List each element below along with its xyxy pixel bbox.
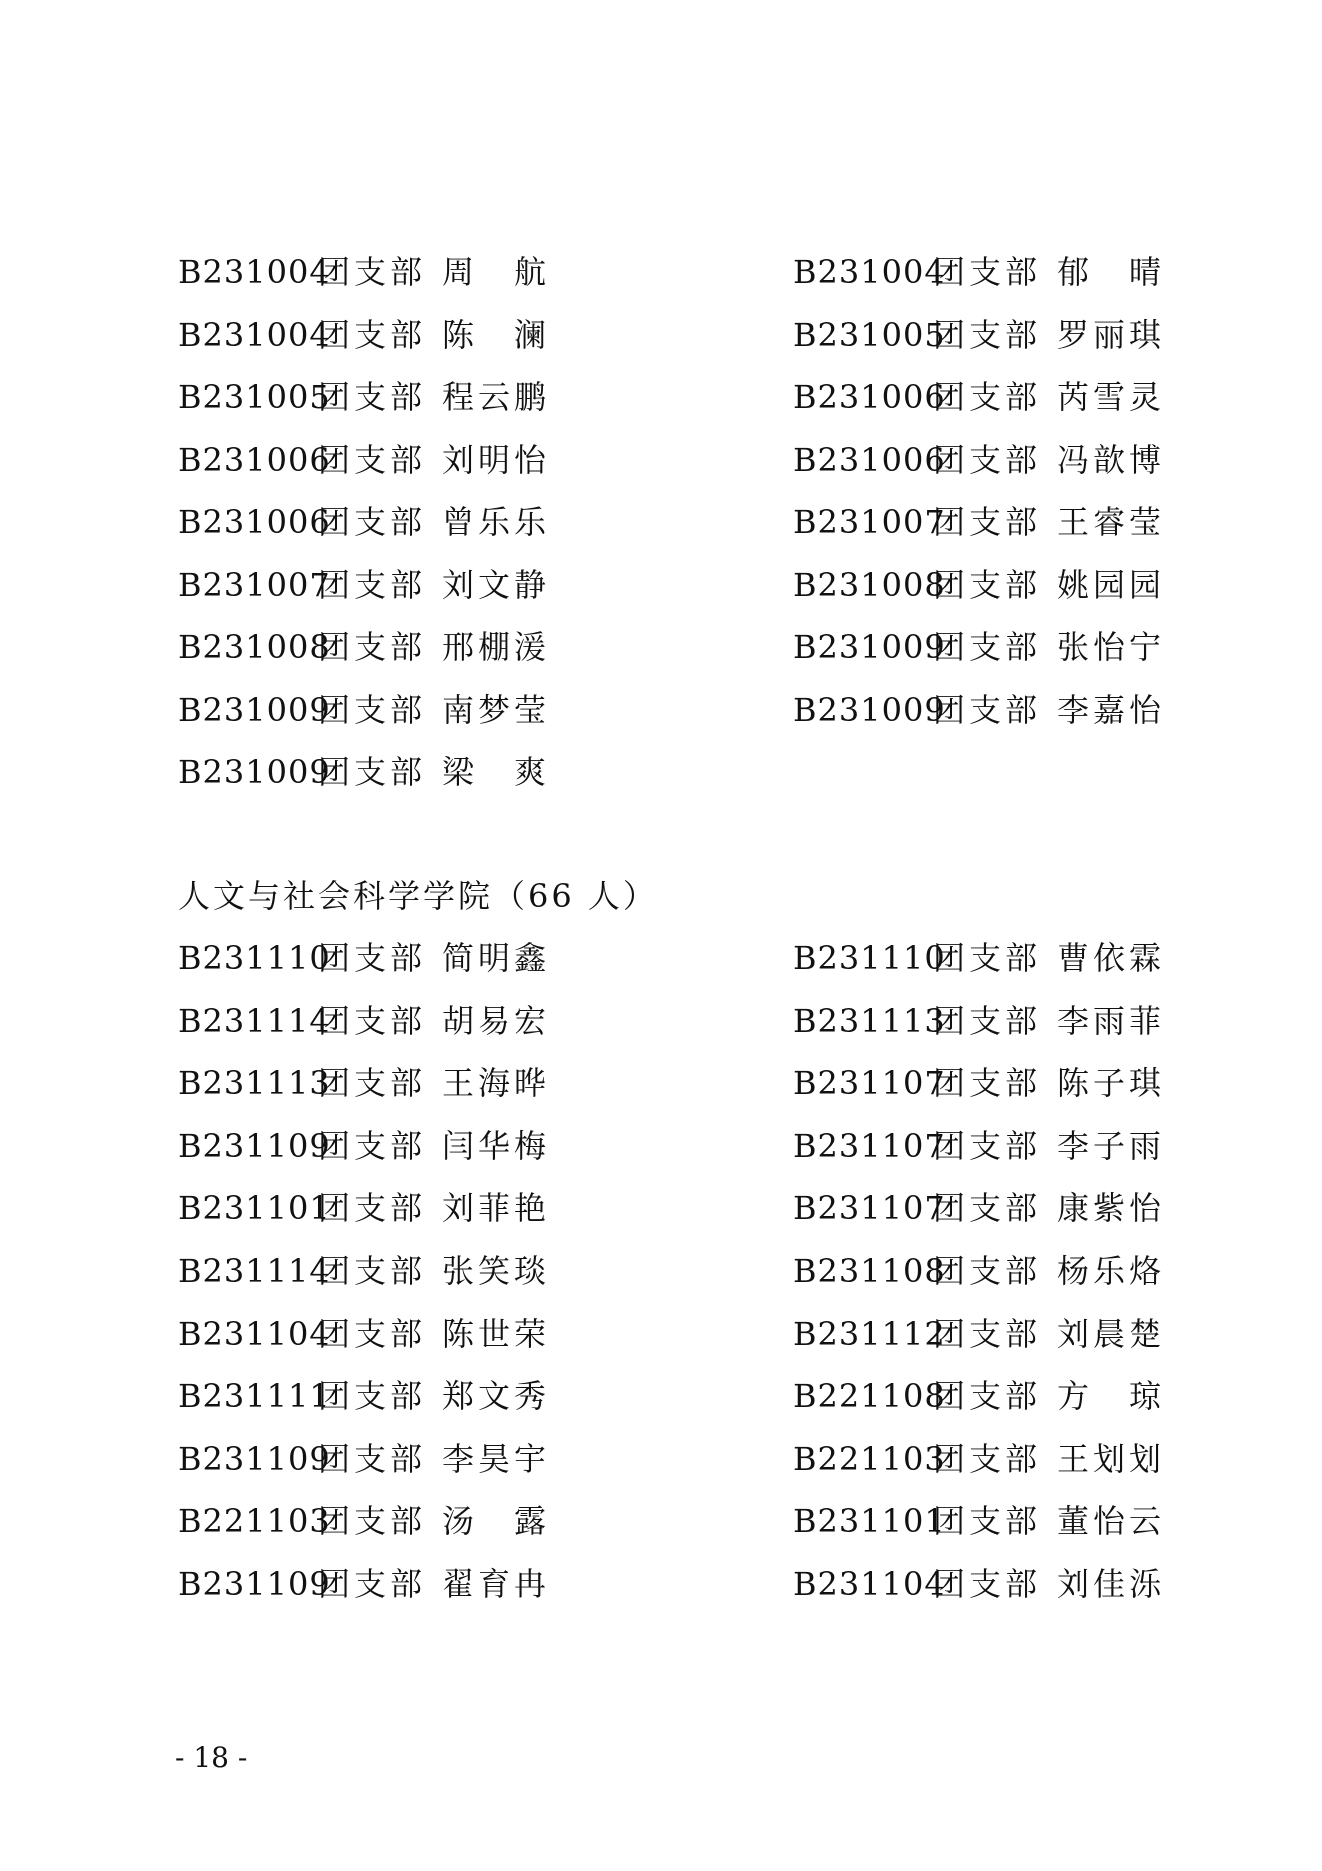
branch-code: B231107 bbox=[793, 1064, 946, 1103]
member-name: 方 琼 bbox=[1057, 1377, 1166, 1416]
branch-code: B231009 bbox=[178, 690, 331, 729]
member-name: 陈世荣 bbox=[442, 1314, 551, 1353]
branch-label: 团支部 bbox=[318, 253, 427, 291]
branch-code: B231101 bbox=[793, 1502, 946, 1541]
member-entry bbox=[793, 1001, 1165, 1041]
member-name: 董怡云 bbox=[1057, 1502, 1166, 1541]
branch-label: 团支部 bbox=[933, 1126, 1042, 1165]
member-entry bbox=[793, 1188, 1165, 1228]
branch-code: B231107 bbox=[793, 1189, 946, 1228]
branch-code: B221103 bbox=[793, 1439, 946, 1478]
branch-label: 团支部 bbox=[318, 315, 427, 354]
member-entry bbox=[793, 627, 1165, 667]
member-entry bbox=[178, 1126, 550, 1166]
member-entry bbox=[793, 1126, 1165, 1166]
branch-label: 团支部 bbox=[933, 939, 1042, 977]
member-entry bbox=[178, 1439, 550, 1479]
branch-code: B231107 bbox=[793, 1126, 946, 1165]
member-entry bbox=[178, 440, 550, 480]
member-entry bbox=[793, 1376, 1165, 1416]
member-name: 康紫怡 bbox=[1057, 1189, 1166, 1228]
member-entry bbox=[178, 1251, 550, 1291]
branch-label: 团支部 bbox=[933, 1377, 1042, 1416]
branch-code: B231104 bbox=[793, 1565, 946, 1603]
branch-code: B231005 bbox=[793, 315, 946, 354]
branch-label: 团支部 bbox=[933, 1314, 1042, 1353]
branch-label: 团支部 bbox=[318, 1565, 427, 1603]
member-name: 曹依霖 bbox=[1057, 939, 1166, 977]
member-entry bbox=[178, 502, 550, 542]
member-name: 罗丽琪 bbox=[1057, 315, 1166, 354]
member-entry bbox=[793, 565, 1165, 605]
branch-code: B231006 bbox=[178, 503, 331, 541]
member-name: 周 航 bbox=[442, 253, 551, 291]
branch-code: B231005 bbox=[178, 378, 331, 416]
branch-code: B231007 bbox=[178, 565, 331, 604]
member-name: 芮雪灵 bbox=[1057, 378, 1166, 416]
member-entry bbox=[793, 1501, 1165, 1541]
branch-code: B231009 bbox=[178, 753, 331, 791]
branch-code: B231104 bbox=[178, 1314, 331, 1353]
branch-code: B231113 bbox=[178, 1064, 331, 1103]
branch-label: 团支部 bbox=[933, 1565, 1042, 1603]
member-entry bbox=[793, 1251, 1165, 1291]
branch-code: B231006 bbox=[793, 440, 946, 479]
branch-code: B231009 bbox=[793, 690, 946, 729]
branch-label: 团支部 bbox=[318, 753, 427, 791]
member-name: 邢棚湲 bbox=[442, 628, 551, 666]
branch-code: B231109 bbox=[178, 1126, 331, 1165]
branch-label: 团支部 bbox=[318, 1439, 427, 1478]
branch-label: 团支部 bbox=[318, 690, 427, 729]
branch-code: B231007 bbox=[793, 503, 946, 541]
branch-label: 团支部 bbox=[933, 378, 1042, 416]
branch-code: B231008 bbox=[178, 628, 331, 666]
member-entry bbox=[793, 1439, 1165, 1479]
branch-label: 团支部 bbox=[318, 1126, 427, 1165]
member-entry bbox=[178, 627, 550, 667]
member-name: 王划划 bbox=[1057, 1439, 1166, 1478]
branch-label: 团支部 bbox=[318, 503, 427, 541]
branch-code: B231110 bbox=[178, 939, 331, 977]
member-entry bbox=[793, 502, 1165, 542]
member-entry bbox=[793, 690, 1165, 730]
member-name: 刘晨楚 bbox=[1057, 1314, 1166, 1353]
member-name: 翟育冉 bbox=[442, 1565, 551, 1603]
branch-label: 团支部 bbox=[933, 1001, 1042, 1040]
branch-code: B231112 bbox=[793, 1314, 946, 1353]
branch-code: B231110 bbox=[793, 939, 946, 977]
branch-code: B221103 bbox=[178, 1502, 331, 1541]
member-entry bbox=[178, 1376, 550, 1416]
branch-label: 团支部 bbox=[933, 690, 1042, 729]
member-name: 汤 露 bbox=[442, 1502, 551, 1541]
branch-label: 团支部 bbox=[318, 440, 427, 479]
member-entry bbox=[178, 1188, 550, 1228]
branch-label: 团支部 bbox=[318, 378, 427, 416]
member-name: 梁 爽 bbox=[442, 753, 551, 791]
branch-code: B231006 bbox=[793, 378, 946, 416]
member-entry bbox=[178, 1314, 550, 1354]
member-name: 李嘉怡 bbox=[1057, 690, 1166, 729]
branch-label: 团支部 bbox=[318, 1377, 427, 1416]
branch-code: B231006 bbox=[178, 440, 331, 479]
section-title: 人文与社会科学学院（66 人） bbox=[178, 877, 658, 915]
member-name: 杨乐烙 bbox=[1057, 1252, 1166, 1290]
member-name: 冯歆博 bbox=[1057, 440, 1166, 479]
page-number: - 18 - bbox=[175, 1741, 248, 1774]
branch-label: 团支部 bbox=[318, 565, 427, 604]
member-entry bbox=[178, 1564, 550, 1604]
member-name: 郁 晴 bbox=[1057, 253, 1166, 291]
member-name: 简明鑫 bbox=[442, 939, 551, 977]
branch-code: B231008 bbox=[793, 565, 946, 604]
branch-label: 团支部 bbox=[933, 565, 1042, 604]
branch-label: 团支部 bbox=[318, 1314, 427, 1353]
member-name: 李雨菲 bbox=[1057, 1001, 1166, 1040]
member-entry bbox=[178, 377, 550, 417]
branch-label: 团支部 bbox=[933, 440, 1042, 479]
member-entry bbox=[178, 1501, 550, 1541]
branch-code: B231108 bbox=[793, 1252, 946, 1290]
member-entry bbox=[793, 1564, 1165, 1604]
member-name: 李子雨 bbox=[1057, 1126, 1166, 1165]
branch-code: B231004 bbox=[793, 253, 946, 291]
branch-label: 团支部 bbox=[318, 1189, 427, 1228]
branch-label: 团支部 bbox=[318, 1001, 427, 1040]
branch-code: B231004 bbox=[178, 253, 331, 291]
member-name: 李昊宇 bbox=[442, 1439, 551, 1478]
branch-code: B231009 bbox=[793, 628, 946, 666]
branch-label: 团支部 bbox=[933, 1189, 1042, 1228]
member-entry bbox=[793, 440, 1165, 480]
member-entry bbox=[178, 315, 550, 355]
member-entry bbox=[178, 565, 550, 605]
member-entry bbox=[178, 938, 550, 978]
branch-label: 团支部 bbox=[318, 1252, 427, 1290]
member-entry bbox=[793, 252, 1165, 292]
branch-label: 团支部 bbox=[318, 939, 427, 977]
branch-code: B231114 bbox=[178, 1001, 331, 1040]
member-entry bbox=[178, 252, 550, 292]
member-entry bbox=[178, 752, 550, 792]
branch-label: 团支部 bbox=[933, 1502, 1042, 1541]
branch-label: 团支部 bbox=[933, 1064, 1042, 1103]
member-entry bbox=[793, 938, 1165, 978]
branch-code: B231114 bbox=[178, 1252, 331, 1290]
member-name: 张笑琰 bbox=[442, 1252, 551, 1290]
branch-code: B231004 bbox=[178, 315, 331, 354]
branch-label: 团支部 bbox=[933, 628, 1042, 666]
member-name: 刘明怡 bbox=[442, 440, 551, 479]
member-name: 陈子琪 bbox=[1057, 1064, 1166, 1103]
branch-label: 团支部 bbox=[933, 503, 1042, 541]
member-name: 闫华梅 bbox=[442, 1126, 551, 1165]
member-name: 程云鹏 bbox=[442, 378, 551, 416]
branch-label: 团支部 bbox=[318, 628, 427, 666]
member-name: 王睿莹 bbox=[1057, 503, 1166, 541]
branch-code: B231109 bbox=[178, 1439, 331, 1478]
branch-label: 团支部 bbox=[933, 1252, 1042, 1290]
member-name: 王海晔 bbox=[442, 1064, 551, 1103]
branch-label: 团支部 bbox=[933, 1439, 1042, 1478]
member-name: 刘文静 bbox=[442, 565, 551, 604]
branch-code: B231111 bbox=[178, 1377, 331, 1416]
branch-label: 团支部 bbox=[318, 1502, 427, 1541]
branch-label: 团支部 bbox=[318, 1064, 427, 1103]
member-entry bbox=[793, 1314, 1165, 1354]
branch-label: 团支部 bbox=[933, 315, 1042, 354]
member-name: 张怡宁 bbox=[1057, 628, 1166, 666]
member-name: 曾乐乐 bbox=[442, 503, 551, 541]
member-entry bbox=[793, 315, 1165, 355]
member-name: 郑文秀 bbox=[442, 1377, 551, 1416]
member-entry bbox=[793, 377, 1165, 417]
member-entry bbox=[178, 690, 550, 730]
member-entry bbox=[793, 1063, 1165, 1103]
member-entry bbox=[178, 1063, 550, 1103]
branch-code: B231113 bbox=[793, 1001, 946, 1040]
member-entry bbox=[178, 1001, 550, 1041]
member-name: 南梦莹 bbox=[442, 690, 551, 729]
branch-code: B221108 bbox=[793, 1377, 946, 1416]
branch-code: B231101 bbox=[178, 1189, 331, 1228]
member-name: 姚园园 bbox=[1057, 565, 1166, 604]
member-name: 刘佳泺 bbox=[1057, 1565, 1166, 1603]
branch-label: 团支部 bbox=[933, 253, 1042, 291]
member-name: 陈 澜 bbox=[442, 315, 551, 354]
member-name: 刘菲艳 bbox=[442, 1189, 551, 1228]
member-name: 胡易宏 bbox=[442, 1001, 551, 1040]
branch-code: B231109 bbox=[178, 1565, 331, 1603]
